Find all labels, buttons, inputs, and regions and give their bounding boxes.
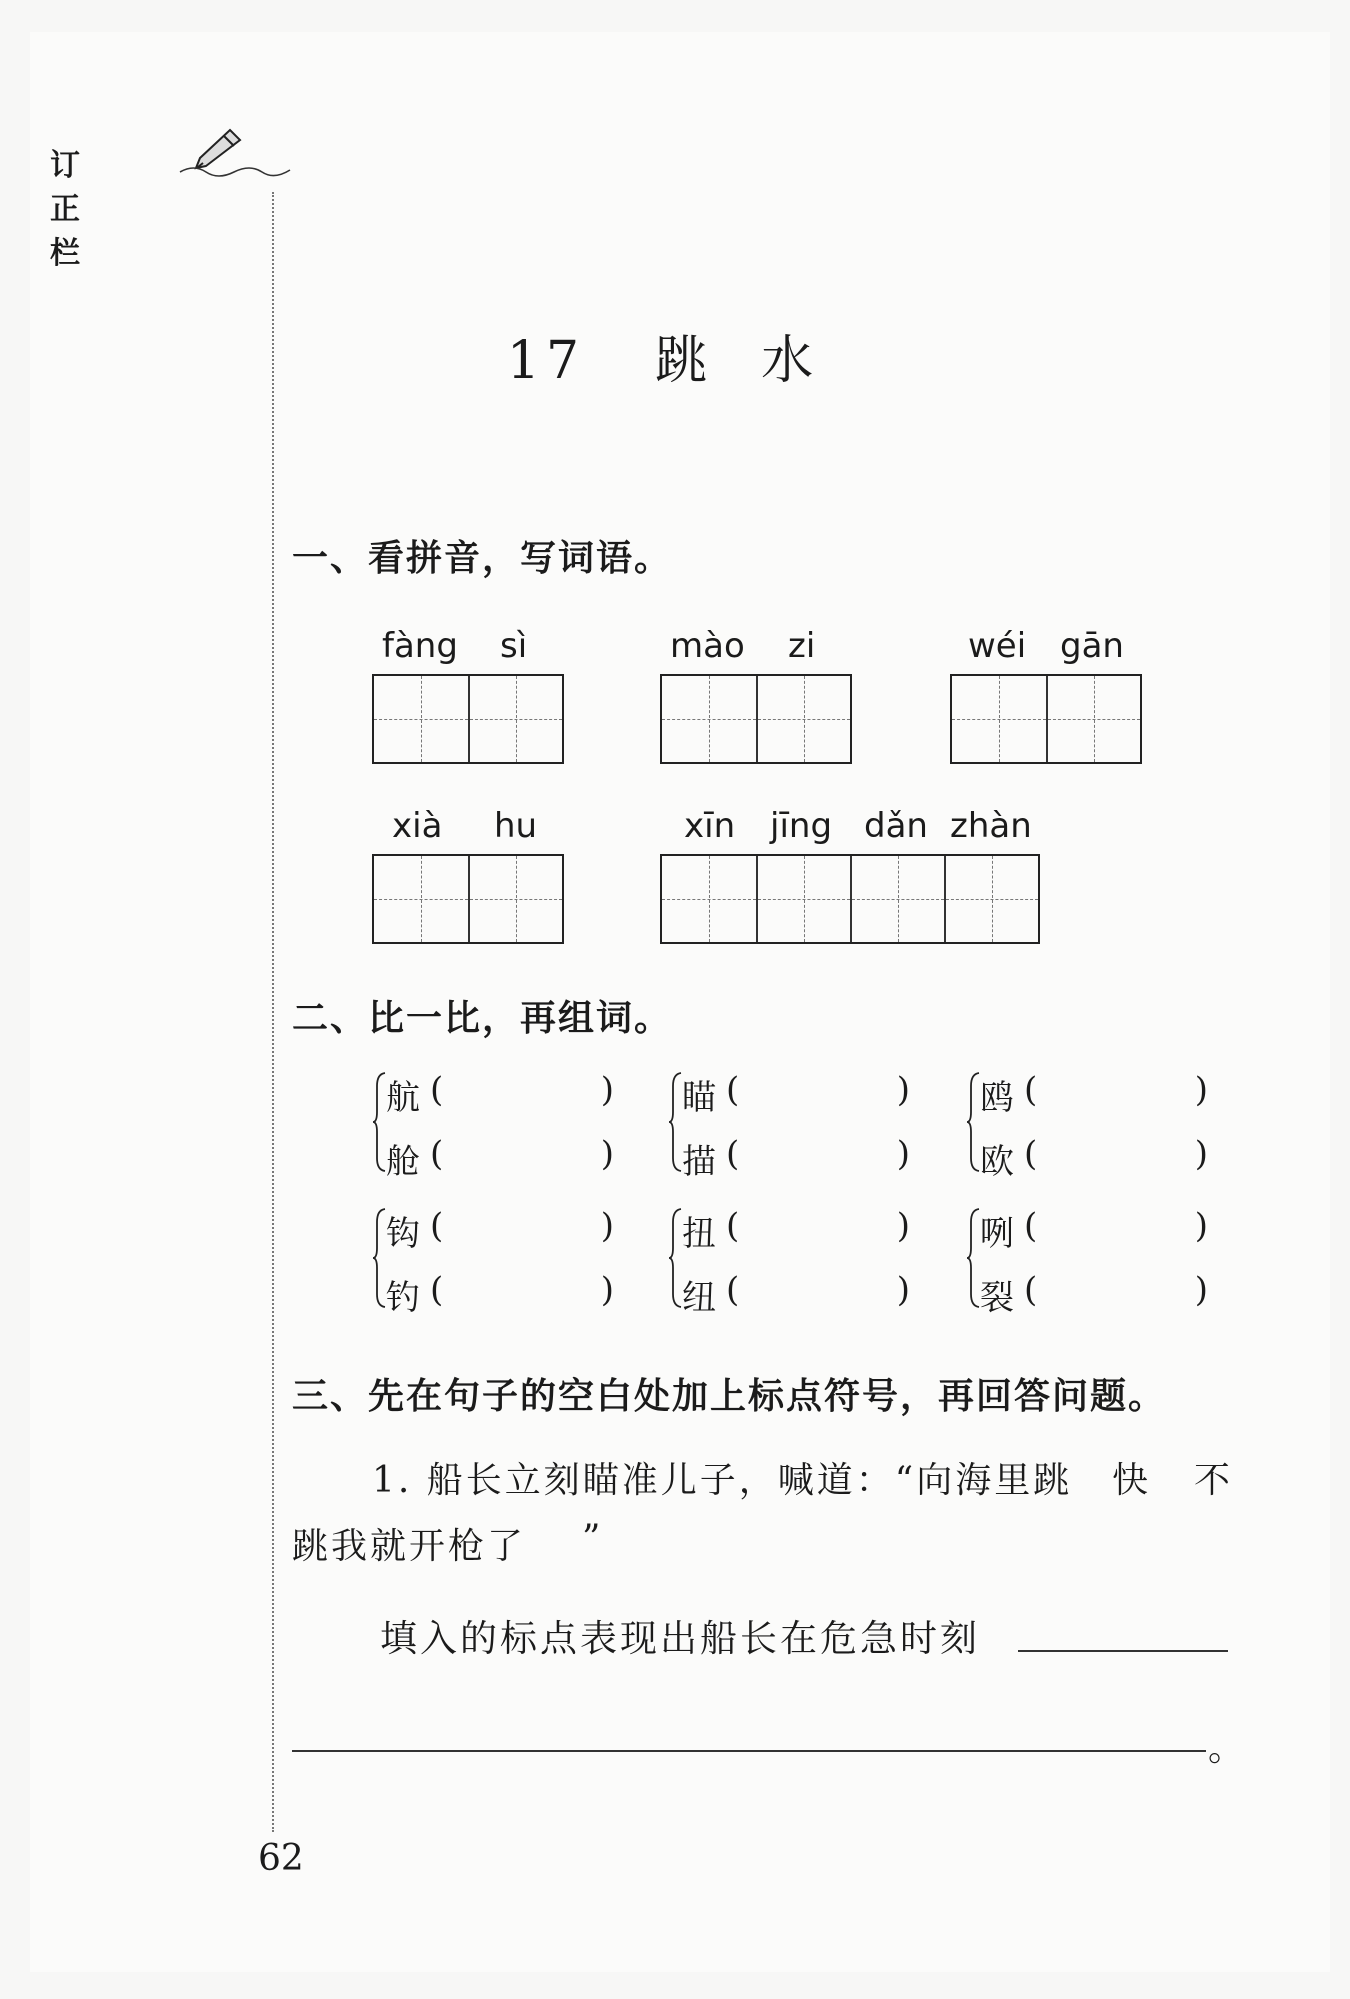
- close-paren[interactable]: ): [896, 1206, 910, 1246]
- answer-prompt: 填入的标点表现出船长在危急时刻: [380, 1617, 980, 1660]
- close-paren[interactable]: ): [896, 1270, 910, 1310]
- compare-row: [980, 1206, 1208, 1252]
- close-paren[interactable]: ): [896, 1070, 910, 1110]
- close-paren[interactable]: ): [600, 1070, 614, 1110]
- lesson-number: 17: [506, 331, 586, 391]
- pinyin: xià: [392, 806, 443, 846]
- closing-quote: ”: [582, 1518, 604, 1559]
- pinyin: fàng: [382, 626, 458, 666]
- open-paren: (: [726, 1270, 740, 1310]
- writing-grid[interactable]: [660, 674, 852, 764]
- compare-char: 裂: [980, 1278, 1014, 1318]
- compare-pair: [668, 1070, 908, 1180]
- compare-row: [386, 1270, 614, 1316]
- end-mark: 。: [1208, 1728, 1248, 1769]
- open-paren: (: [726, 1070, 740, 1110]
- compare-row: [980, 1070, 1208, 1116]
- compare-row: [386, 1206, 614, 1252]
- pinyin: sì: [500, 626, 528, 666]
- open-paren: (: [430, 1070, 444, 1110]
- question-1-text: 1. 船长立刻瞄准儿子，喊道：“向海里跳: [372, 1460, 1073, 1501]
- pinyin: wéi: [968, 626, 1027, 666]
- brace-icon: [668, 1072, 682, 1172]
- pencil-icon: [176, 118, 306, 178]
- pinyin: zhàn: [950, 806, 1032, 846]
- open-paren: (: [726, 1206, 740, 1246]
- open-paren: (: [1024, 1134, 1038, 1174]
- close-paren[interactable]: ): [600, 1134, 614, 1174]
- brace-icon: [966, 1208, 980, 1308]
- word-bu: 不: [1194, 1460, 1234, 1501]
- section-1-heading: 一、看拼音，写词语。: [292, 538, 673, 579]
- compare-char: 纽: [682, 1278, 716, 1318]
- word-kuai: 快: [1112, 1460, 1152, 1501]
- compare-char: 鸥: [980, 1078, 1014, 1118]
- compare-row: [682, 1270, 910, 1316]
- open-paren: (: [430, 1270, 444, 1310]
- title-char-1: 跳: [655, 331, 714, 391]
- compare-pair: [966, 1206, 1206, 1316]
- pinyin: hu: [494, 806, 538, 846]
- pinyin: zi: [788, 626, 816, 666]
- compare-pair: [668, 1206, 908, 1316]
- writing-grid[interactable]: [660, 854, 1040, 944]
- writing-grid[interactable]: [950, 674, 1142, 764]
- compare-char: 描: [682, 1142, 716, 1182]
- answer-blank-1[interactable]: [1018, 1650, 1228, 1652]
- compare-row: [980, 1270, 1208, 1316]
- compare-char: 航: [386, 1078, 420, 1118]
- pinyin: jīng: [770, 806, 833, 846]
- compare-pair: [372, 1070, 612, 1180]
- compare-char: 扭: [682, 1214, 716, 1254]
- compare-char: 欧: [980, 1142, 1014, 1182]
- close-paren[interactable]: ): [600, 1270, 614, 1310]
- close-paren[interactable]: ): [1194, 1070, 1208, 1110]
- compare-char: 钩: [386, 1214, 420, 1254]
- writing-grid[interactable]: [372, 674, 564, 764]
- compare-pair: [966, 1070, 1206, 1180]
- brace-icon: [668, 1208, 682, 1308]
- question-1-text-2: 跳我就开枪了: [292, 1526, 527, 1567]
- open-paren: (: [726, 1134, 740, 1174]
- close-paren[interactable]: ): [1194, 1270, 1208, 1310]
- brace-icon: [372, 1208, 386, 1308]
- close-paren[interactable]: ): [1194, 1206, 1208, 1246]
- compare-row: [980, 1134, 1208, 1180]
- title-char-2: 水: [761, 331, 820, 391]
- open-paren: (: [430, 1134, 444, 1174]
- pinyin: dǎn: [864, 806, 928, 846]
- compare-row: [682, 1206, 910, 1252]
- question-1-line-2: [292, 1518, 526, 1569]
- compare-pair: [372, 1206, 612, 1316]
- question-1-line-1: [372, 1452, 1072, 1503]
- close-paren[interactable]: ): [1194, 1134, 1208, 1174]
- page-number: 62: [258, 1838, 304, 1879]
- compare-row: [682, 1134, 910, 1180]
- section-2-heading: 二、比一比，再组词。: [292, 998, 673, 1039]
- open-paren: (: [430, 1206, 444, 1246]
- open-paren: (: [1024, 1270, 1038, 1310]
- brace-icon: [966, 1072, 980, 1172]
- pinyin: gān: [1060, 626, 1124, 666]
- lesson-title: [0, 318, 1350, 393]
- compare-char: 舱: [386, 1142, 420, 1182]
- compare-row: [682, 1070, 910, 1116]
- brace-icon: [372, 1072, 386, 1172]
- margin-dotted-line: [272, 192, 274, 1832]
- compare-row: [386, 1134, 614, 1180]
- compare-char: 钓: [386, 1278, 420, 1318]
- compare-char: 瞄: [682, 1078, 716, 1118]
- close-paren[interactable]: ): [600, 1206, 614, 1246]
- open-paren: (: [1024, 1206, 1038, 1246]
- compare-row: [386, 1070, 614, 1116]
- correction-label: 订正栏: [50, 148, 83, 271]
- pinyin: xīn: [684, 806, 736, 846]
- compare-char: 咧: [980, 1214, 1014, 1254]
- answer-blank-2[interactable]: [292, 1750, 1206, 1752]
- pinyin: mào: [670, 626, 745, 666]
- close-paren[interactable]: ): [896, 1134, 910, 1174]
- writing-grid[interactable]: [372, 854, 564, 944]
- open-paren: (: [1024, 1070, 1038, 1110]
- section-3-heading: 三、先在句子的空白处加上标点符号，再回答问题。: [292, 1376, 1167, 1417]
